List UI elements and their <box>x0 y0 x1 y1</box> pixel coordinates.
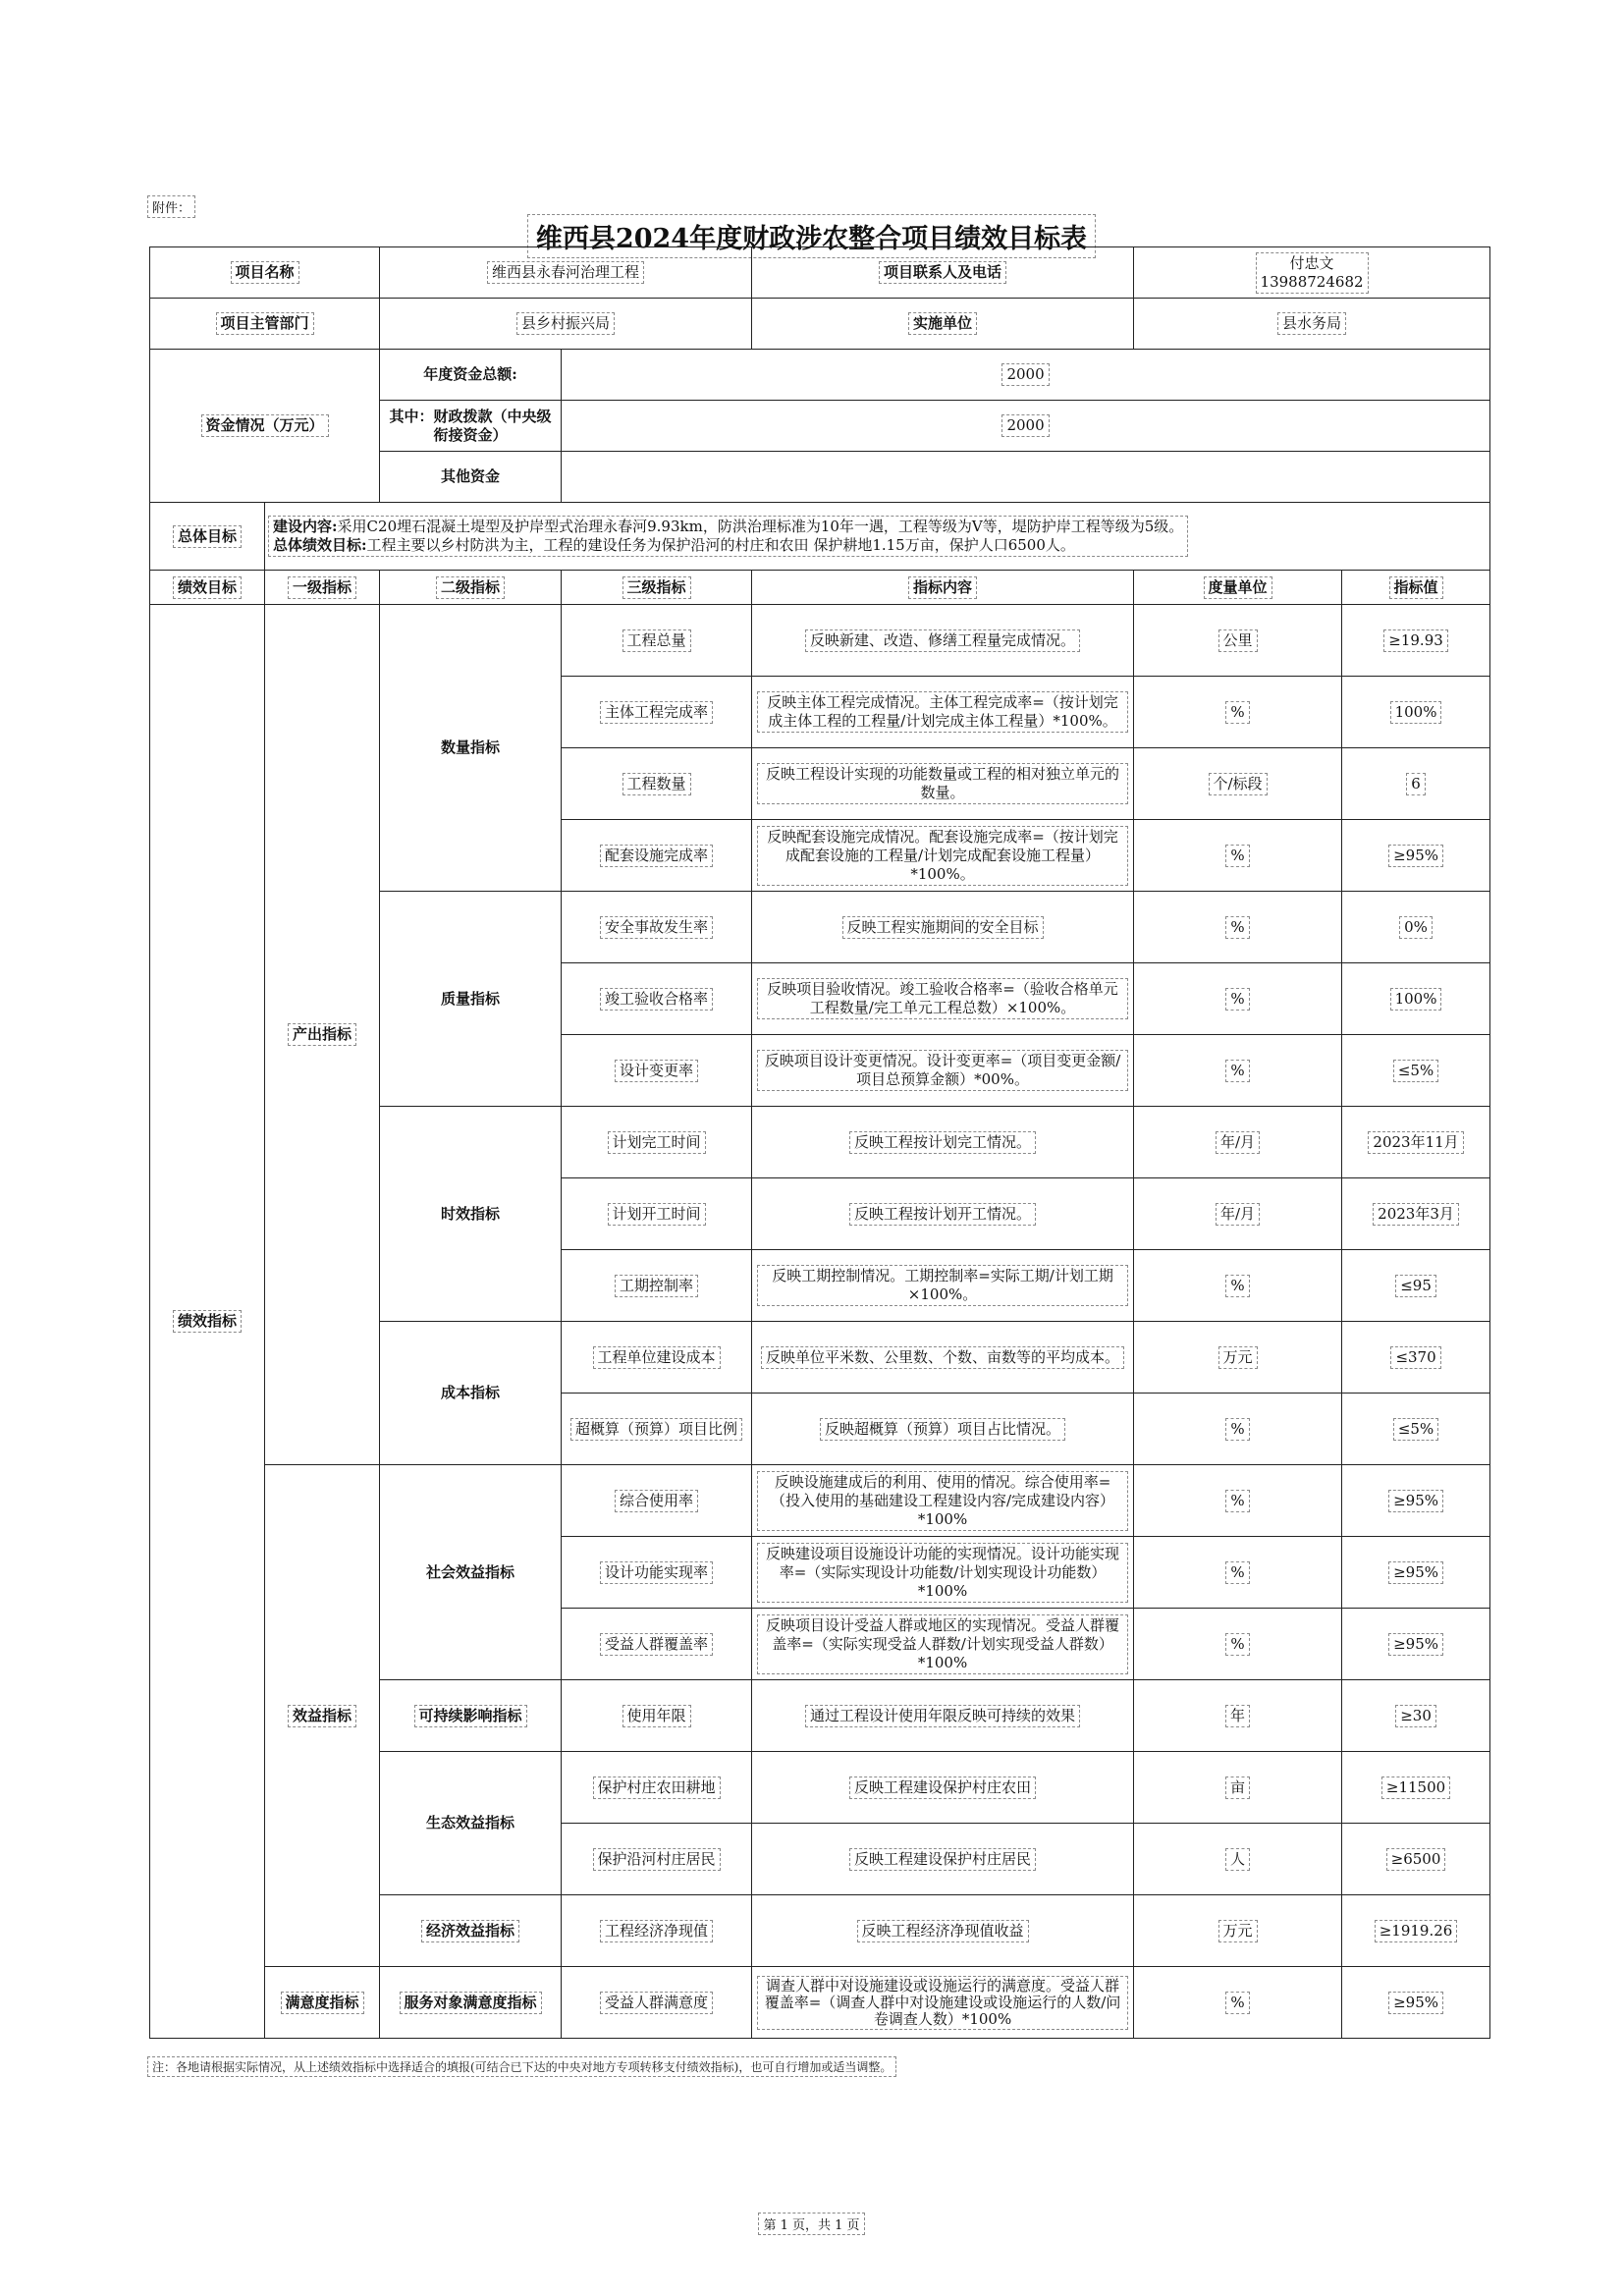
row-name-cell <box>562 605 752 677</box>
row-unit-cell <box>1134 892 1342 963</box>
goal-label-cell <box>150 503 265 571</box>
row-unit: 公里 <box>1218 629 1258 652</box>
row-value-cell <box>1342 1752 1490 1824</box>
level2-economic-cell <box>380 1895 562 1967</box>
row-name-cell <box>562 1465 752 1537</box>
row-name-cell <box>562 1394 752 1465</box>
col-header-5 <box>752 571 1134 605</box>
row-content-cell <box>752 1035 1134 1107</box>
row-content-cell <box>752 820 1134 892</box>
row-content: 反映建设项目设施设计功能的实现情况。设计功能实现率=（实际实现设计功能数/计划实现设计功能数）*100% <box>757 1543 1128 1603</box>
row-content-cell <box>752 1537 1134 1609</box>
funds-fiscal-label: 其中：财政拨款（中央级衔接资金） <box>389 407 552 444</box>
row-content-cell <box>752 1895 1134 1967</box>
row-name-cell <box>562 1967 752 2039</box>
col-header-text-7: 指标值 <box>1389 576 1443 599</box>
level1-satisfaction: 满意度指标 <box>281 1992 364 2014</box>
row-name-cell <box>562 1680 752 1752</box>
row-content-cell <box>752 1250 1134 1322</box>
row-unit: % <box>1225 988 1249 1011</box>
row-name: 设计变更率 <box>615 1060 698 1082</box>
goal-label: 总体目标 <box>173 525 242 548</box>
level2-eco: 生态效益指标 <box>426 1814 515 1831</box>
row-unit-cell <box>1134 1680 1342 1752</box>
row-name: 超概算（预算）项目比例 <box>570 1418 742 1441</box>
row-value: ≥30 <box>1395 1705 1436 1727</box>
level2-eco-cell <box>380 1752 562 1895</box>
header-row-project <box>150 247 1490 299</box>
row-value: 0% <box>1399 916 1433 939</box>
row-content-cell <box>752 677 1134 748</box>
col-header-text-3: 二级指标 <box>436 576 505 599</box>
funds-total-cell <box>562 350 1490 401</box>
project-name-label: 项目名称 <box>231 261 299 284</box>
level1-benefit: 效益指标 <box>288 1705 356 1727</box>
row-content-cell <box>752 605 1134 677</box>
row-content-cell <box>752 1609 1134 1680</box>
row-content: 反映新建、改造、修缮工程量完成情况。 <box>805 629 1080 652</box>
row-unit-cell <box>1134 1967 1342 2039</box>
footnote: 注：各地请根据实际情况，从上述绩效指标中选择适合的填报(可结合已下达的中央对地方专项转移支付绩效指标)，也可自行增加或适当调整。 <box>147 2056 896 2077</box>
level2-social: 社会效益指标 <box>426 1562 515 1581</box>
level2-sustain: 可持续影响指标 <box>414 1705 527 1727</box>
level2-social-cell <box>380 1465 562 1680</box>
row-unit-cell <box>1134 1895 1342 1967</box>
row-unit-cell <box>1134 820 1342 892</box>
row-content: 反映工程建设保护村庄农田 <box>849 1777 1036 1799</box>
level2-timeliness: 时效指标 <box>441 1204 501 1223</box>
row-unit-cell <box>1134 677 1342 748</box>
level1-output-cell <box>265 605 380 1465</box>
row-value: ≤370 <box>1390 1346 1440 1369</box>
row-value-cell <box>1342 820 1490 892</box>
row-unit: % <box>1225 1060 1249 1082</box>
row-name-cell <box>562 1824 752 1895</box>
row-name: 受益人群覆盖率 <box>600 1633 713 1656</box>
row-unit-cell <box>1134 1537 1342 1609</box>
level1-benefit-cell <box>265 1465 380 1967</box>
row-content-cell <box>752 1465 1134 1537</box>
row-content: 调查人群中对设施建设或设施运行的满意度。受益人群覆盖率=（调查人群中对设施建设或设施运行的人数/问卷调查人数）*100% <box>757 1976 1128 2030</box>
row-value: ≤5% <box>1393 1418 1438 1441</box>
goal-content-line <box>273 518 1183 536</box>
row-content-cell <box>752 1178 1134 1250</box>
goal-perf-label: 总体绩效目标: <box>273 536 367 554</box>
level2-quantity-cell <box>380 605 562 892</box>
row-name: 保护沿河村庄居民 <box>593 1848 721 1871</box>
row-value-cell <box>1342 677 1490 748</box>
row-content-cell <box>752 1967 1134 2039</box>
row-value: ≥95% <box>1388 1561 1443 1584</box>
page-number: 第 1 页，共 1 页 <box>758 2213 864 2235</box>
row-unit-cell <box>1134 748 1342 820</box>
goal-perf-line <box>273 536 1183 555</box>
row-name: 保护村庄农田耕地 <box>593 1777 721 1799</box>
row-name-cell <box>562 1322 752 1394</box>
row-content: 反映项目设计受益人群或地区的实现情况。受益人群覆盖率=（实际实现受益人群数/计划实现受益人群数）*100% <box>757 1614 1128 1674</box>
row-content-cell <box>752 1680 1134 1752</box>
row-value: ≥11500 <box>1381 1777 1450 1799</box>
row-name: 安全事故发生率 <box>600 916 713 939</box>
row-value-cell <box>1342 1465 1490 1537</box>
row-unit: % <box>1225 1418 1249 1441</box>
funds-row-total <box>150 350 1490 401</box>
row-content: 反映工程经济净现值收益 <box>857 1920 1029 1942</box>
col-header-4 <box>562 571 752 605</box>
row-content: 反映设施建成后的利用、使用的情况。综合使用率=（投入使用的基础建设工程建设内容/完成建设内容）*100% <box>757 1471 1128 1531</box>
row-name-cell <box>562 677 752 748</box>
row-value-cell <box>1342 1967 1490 2039</box>
funds-label: 资金情况（万元） <box>201 414 329 437</box>
row-unit: 人 <box>1225 1848 1250 1871</box>
row-value-cell <box>1342 1394 1490 1465</box>
col-header-text-5: 指标内容 <box>908 576 977 599</box>
funds-other-cell <box>562 452 1490 503</box>
row-unit-cell <box>1134 1035 1342 1107</box>
row-name: 配套设施完成率 <box>600 845 713 867</box>
row-value-cell <box>1342 748 1490 820</box>
funds-fiscal-cell <box>562 401 1490 452</box>
row-unit-cell <box>1134 1394 1342 1465</box>
row-content: 反映工程设计实现的功能数量或工程的相对独立单元的数量。 <box>757 763 1128 804</box>
contact-label: 项目联系人及电话 <box>879 261 1006 284</box>
level2-timeliness-cell <box>380 1107 562 1322</box>
row-name-cell <box>562 892 752 963</box>
row-value: ≥6500 <box>1386 1848 1446 1871</box>
level2-service-cell <box>380 1967 562 2039</box>
row-content-cell <box>752 1752 1134 1824</box>
row-unit: % <box>1225 701 1249 724</box>
funds-other-label: 其他资金 <box>441 467 501 485</box>
goal-box <box>268 516 1188 557</box>
row-unit: 年/月 <box>1216 1203 1260 1226</box>
row-content: 反映工程实施期间的安全目标 <box>842 916 1044 939</box>
row-name: 主体工程完成率 <box>600 701 713 724</box>
attachment-label: 附件： <box>147 195 195 218</box>
row-value-cell <box>1342 1537 1490 1609</box>
row-value-cell <box>1342 1250 1490 1322</box>
row-unit: 亩 <box>1225 1777 1250 1799</box>
row-value-cell <box>1342 963 1490 1035</box>
performance-table <box>149 246 1490 2039</box>
row-name: 工程总量 <box>622 629 691 652</box>
col-header-3 <box>380 571 562 605</box>
page-number-wrap <box>0 2213 1623 2235</box>
row-value-cell <box>1342 892 1490 963</box>
row-name: 受益人群满意度 <box>600 1992 713 2014</box>
col-header-6 <box>1134 571 1342 605</box>
row-value: 6 <box>1406 773 1426 795</box>
row-name-cell <box>562 963 752 1035</box>
contact-cell <box>1134 247 1490 299</box>
project-name-label-cell <box>150 247 380 299</box>
row-unit: % <box>1225 1992 1249 2014</box>
row-content-cell <box>752 963 1134 1035</box>
row-unit-cell <box>1134 1752 1342 1824</box>
header-row-dept <box>150 299 1490 350</box>
row-name-cell <box>562 1250 752 1322</box>
impl: 县水务局 <box>1277 312 1346 335</box>
table-row <box>150 1465 1490 1537</box>
dept: 县乡村振兴局 <box>516 312 615 335</box>
goal-content-cell <box>265 503 1490 571</box>
row-value-cell <box>1342 605 1490 677</box>
col-header-7 <box>1342 571 1490 605</box>
level1-satisfaction-cell <box>265 1967 380 2039</box>
row-value-cell <box>1342 1035 1490 1107</box>
funds-fiscal: 2000 <box>1001 414 1049 437</box>
funds-total-label: 年度资金总额: <box>423 365 517 383</box>
row-unit: 年 <box>1225 1705 1250 1727</box>
row-unit-cell <box>1134 963 1342 1035</box>
row-unit: 万元 <box>1218 1920 1258 1942</box>
row-unit-cell <box>1134 1250 1342 1322</box>
row-unit-cell <box>1134 1465 1342 1537</box>
row-value: ≥19.93 <box>1383 629 1448 652</box>
row-name: 工程单位建设成本 <box>593 1346 721 1369</box>
row-content: 反映配套设施完成情况。配套设施完成率=（按计划完成配套设施的工程量/计划完成配套设施工程量）*100%。 <box>757 826 1128 886</box>
goal-perf: 工程主要以乡村防洪为主，工程的建设任务为保护沿河的村庄和农田 保护耕地1.15万亩，保护人口6500人。 <box>366 536 1075 554</box>
level2-economic: 经济效益指标 <box>421 1920 519 1942</box>
row-content: 反映工程按计划开工情况。 <box>849 1203 1036 1226</box>
row-unit: 年/月 <box>1216 1131 1260 1154</box>
row-value-cell <box>1342 1107 1490 1178</box>
row-name: 使用年限 <box>622 1705 691 1727</box>
row-unit-cell <box>1134 605 1342 677</box>
row-name: 综合使用率 <box>615 1490 698 1512</box>
row-content-cell <box>752 1322 1134 1394</box>
row-name: 计划开工时间 <box>608 1203 706 1226</box>
perf-label: 绩效指标 <box>173 1310 242 1333</box>
row-unit: % <box>1225 845 1249 867</box>
row-unit: % <box>1225 1561 1249 1584</box>
row-content-cell <box>752 748 1134 820</box>
row-unit: % <box>1225 1490 1249 1512</box>
col-header-2 <box>265 571 380 605</box>
impl-label: 实施单位 <box>908 312 977 335</box>
row-unit-cell <box>1134 1609 1342 1680</box>
row-unit-cell <box>1134 1322 1342 1394</box>
funds-total-label-cell <box>380 350 562 401</box>
row-name: 工程经济净现值 <box>600 1920 713 1942</box>
row-value: ≤95 <box>1395 1275 1436 1297</box>
row-name: 竣工验收合格率 <box>600 988 713 1011</box>
dept-label: 项目主管部门 <box>216 312 314 335</box>
row-name-cell <box>562 820 752 892</box>
row-name-cell <box>562 1107 752 1178</box>
goal-row <box>150 503 1490 571</box>
page-title: 维西县2024年度财政涉农整合项目绩效目标表 <box>527 214 1096 258</box>
row-name: 计划完工时间 <box>608 1131 706 1154</box>
level2-cost-cell <box>380 1322 562 1465</box>
row-value: ≥1919.26 <box>1375 1920 1458 1942</box>
row-content-cell <box>752 1824 1134 1895</box>
column-header-row <box>150 571 1490 605</box>
col-header-text-4: 三级指标 <box>622 576 691 599</box>
level2-quality: 质量指标 <box>441 989 501 1008</box>
row-unit: % <box>1225 1633 1249 1656</box>
row-unit: % <box>1225 1275 1249 1297</box>
row-content-cell <box>752 1107 1134 1178</box>
project-name-cell <box>380 247 752 299</box>
row-name: 工期控制率 <box>615 1275 698 1297</box>
row-content: 反映工期控制情况。工期控制率=实际工期/计划工期×100%。 <box>757 1265 1128 1306</box>
row-value: 2023年11月 <box>1368 1131 1463 1154</box>
row-name-cell <box>562 748 752 820</box>
project-name: 维西县永春河治理工程 <box>487 261 644 284</box>
row-value: ≥95% <box>1388 1633 1443 1656</box>
row-name-cell <box>562 1178 752 1250</box>
row-value: 100% <box>1390 701 1442 724</box>
row-value-cell <box>1342 1178 1490 1250</box>
row-content: 反映单位平米数、公里数、个数、亩数等的平均成本。 <box>761 1346 1124 1369</box>
impl-label-cell <box>752 299 1134 350</box>
row-value: ≥95% <box>1388 845 1443 867</box>
table-row <box>150 1967 1490 2039</box>
row-content: 反映工程建设保护村庄居民 <box>849 1848 1036 1871</box>
row-value: ≥95% <box>1388 1490 1443 1512</box>
row-name-cell <box>562 1609 752 1680</box>
row-name-cell <box>562 1537 752 1609</box>
row-content-cell <box>752 1394 1134 1465</box>
dept-label-cell <box>150 299 380 350</box>
level1-output: 产出指标 <box>288 1023 356 1046</box>
row-name-cell <box>562 1895 752 1967</box>
col-header-1 <box>150 571 265 605</box>
row-unit-cell <box>1134 1107 1342 1178</box>
row-unit: 个/标段 <box>1209 773 1268 795</box>
col-header-text-1: 绩效目标 <box>173 576 242 599</box>
row-value: 100% <box>1390 988 1442 1011</box>
row-unit-cell <box>1134 1178 1342 1250</box>
impl-cell <box>1134 299 1490 350</box>
table-row <box>150 605 1490 677</box>
goal-content-label: 建设内容: <box>273 518 338 535</box>
level2-service: 服务对象满意度指标 <box>400 1992 542 2014</box>
row-content: 反映项目设计变更情况。设计变更率=（项目变更金额/项目总预算金额）*00%。 <box>757 1050 1128 1091</box>
row-value: ≥95% <box>1388 1992 1443 2014</box>
row-unit: 万元 <box>1218 1346 1258 1369</box>
funds-other-label-cell <box>380 452 562 503</box>
row-value-cell <box>1342 1322 1490 1394</box>
row-content-cell <box>752 892 1134 963</box>
row-content: 反映工程按计划完工情况。 <box>849 1131 1036 1154</box>
funds-label-cell <box>150 350 380 503</box>
row-unit: % <box>1225 916 1249 939</box>
col-header-text-6: 度量单位 <box>1204 576 1272 599</box>
row-value-cell <box>1342 1895 1490 1967</box>
row-value: 2023年3月 <box>1373 1203 1459 1226</box>
row-name-cell <box>562 1035 752 1107</box>
row-unit-cell <box>1134 1824 1342 1895</box>
row-content: 反映超概算（预算）项目占比情况。 <box>820 1418 1065 1441</box>
contact-box <box>1256 252 1369 294</box>
row-value-cell <box>1342 1680 1490 1752</box>
row-value: ≤5% <box>1393 1060 1438 1082</box>
goal-content: 采用C20埋石混凝土堤型及护岸型式治理永春河9.93km，防洪治理标准为10年一遇，工程等级为Ⅴ等，堤防护岸工程等级为5级。 <box>337 518 1184 535</box>
level2-cost: 成本指标 <box>441 1384 501 1401</box>
row-content: 通过工程设计使用年限反映可持续的效果 <box>805 1705 1080 1727</box>
contact-name: 付忠文 <box>1289 253 1334 272</box>
row-content: 反映主体工程完成情况。主体工程完成率=（按计划完成主体工程的工程量/计划完成主体工程量）*100%。 <box>757 691 1128 733</box>
row-content: 反映项目验收情况。竣工验收合格率=（验收合格单元工程数量/完工单元工程总数）×100%。 <box>757 978 1128 1019</box>
row-value-cell <box>1342 1609 1490 1680</box>
row-name: 工程数量 <box>622 773 691 795</box>
level2-quantity: 数量指标 <box>441 738 501 756</box>
row-name-cell <box>562 1752 752 1824</box>
funds-total: 2000 <box>1001 363 1049 386</box>
level2-sustain-cell <box>380 1680 562 1752</box>
row-value-cell <box>1342 1824 1490 1895</box>
contact-label-cell <box>752 247 1134 299</box>
row-name: 设计功能实现率 <box>600 1561 713 1584</box>
funds-fiscal-label-cell <box>380 401 562 452</box>
col-header-text-2: 一级指标 <box>288 576 356 599</box>
level2-quality-cell <box>380 892 562 1107</box>
dept-cell <box>380 299 752 350</box>
contact-phone: 13988724682 <box>1260 272 1364 291</box>
perf-label-cell <box>150 605 265 2039</box>
